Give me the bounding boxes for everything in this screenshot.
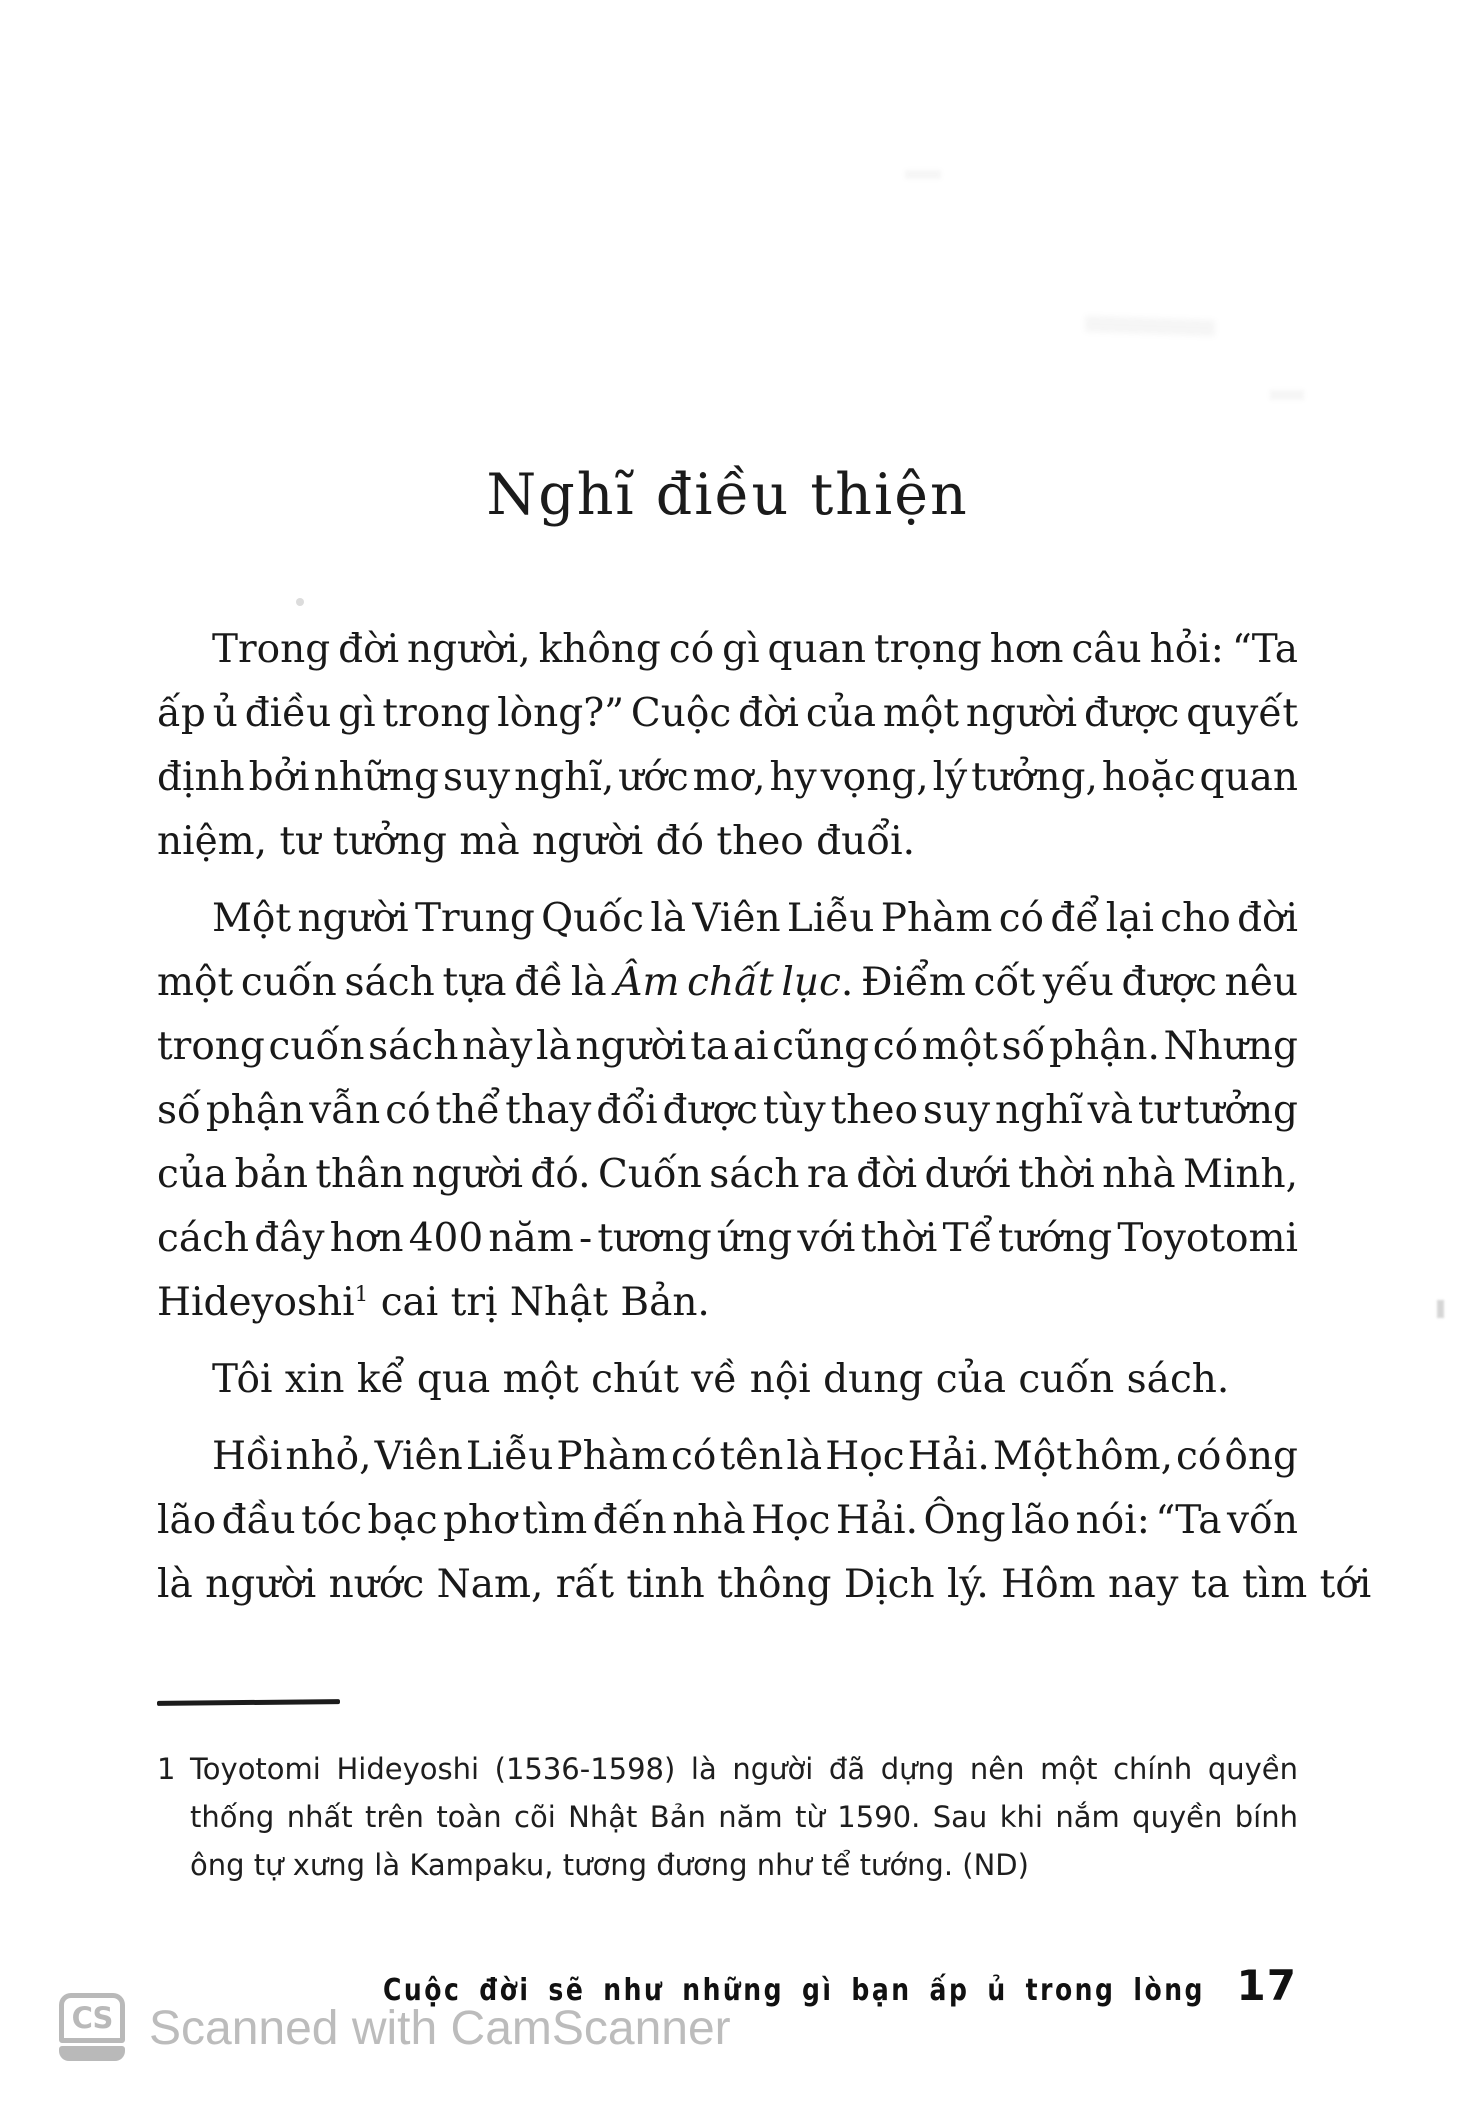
camscanner-logo-icon [59,1993,125,2061]
footnote-line [157,1793,1298,1841]
footnote-reference: 1 [354,1282,369,1307]
scan-speck [1085,316,1215,337]
text-line [157,1489,1298,1553]
footnote-line-inner [190,1793,1298,1841]
footnote-text: Toyotomi Hideyoshi (1536-1598) là người đã dựng nên một chính quyền [190,1752,1298,1786]
text-line [157,887,1298,951]
text-segment: niệm, tư tưởng mà người đó theo đuổi. [157,819,915,864]
text-segment: Âm chất lục [614,960,841,1005]
text-segment: trong cuốn sách này là người ta ai cũng có một số phận. Nhưng [157,1024,1298,1069]
text-segment: số phận vẫn có thể thay đổi được tùy theo suy nghĩ và tư tưởng [157,1088,1298,1133]
text-line [157,746,1298,810]
text-line [157,1425,1298,1489]
scan-speck [1437,1300,1444,1318]
text-line [157,951,1298,1015]
text-segment: là người nước Nam, rất tinh thông Dịch lý. Hôm nay ta tìm tới [157,1562,1372,1607]
scan-speck [296,598,304,606]
text-segment: Hồi nhỏ, Viên Liễu Phàm có tên là Học Hải. Một hôm, có ông [212,1434,1299,1479]
body-text [157,618,1372,1617]
paragraph [157,887,1298,1335]
footnote [157,1745,1298,1889]
text-line [157,1348,1298,1412]
scan-speck [1270,390,1304,400]
paragraph [157,618,1298,874]
footnote-text: ông tự xưng là Kampaku, tương đương như tể tướng. (ND) [190,1848,1029,1882]
text-segment: Trong đời người, không có gì quan trọng hơn câu hỏi: “Ta [212,627,1298,672]
text-segment: Hideyoshi [157,1280,355,1325]
text-line [157,1271,1298,1335]
text-segment: định bởi những suy nghĩ, ước mơ, hy vọng, lý tưởng, hoặc quan [157,755,1298,800]
footnote-line-inner [190,1841,1029,1889]
camscanner-logo-strip [59,2046,125,2061]
text-line [157,618,1298,682]
text-segment: cai trị Nhật Bản. [368,1280,710,1325]
paragraph [157,1425,1372,1617]
footnote-line [157,1841,1298,1889]
footnote-marker: 1 [157,1752,176,1786]
text-segment: Một người Trung Quốc là Viên Liễu Phàm có để lại cho đời [212,896,1298,941]
chapter-title: Nghĩ điều thiện [486,462,969,528]
footnote-separator [157,1699,340,1706]
camscanner-watermark [59,1993,731,2061]
watermark-label: Scanned with CamScanner [149,2002,731,2055]
paragraph [157,1348,1298,1412]
text-line [157,1207,1298,1271]
text-line [157,810,1298,874]
text-line [157,1015,1298,1079]
footnote-line [157,1745,1298,1793]
text-segment: cách đây hơn 400 năm - tương ứng với thời Tể tướng Toyotomi [157,1216,1298,1261]
text-line [157,1553,1372,1617]
text-segment: ấp ủ điều gì trong lòng?” Cuộc đời của một người được quyết [157,691,1298,736]
text-line [157,1079,1298,1143]
footnote-text: thống nhất trên toàn cõi Nhật Bản năm từ 1590. Sau khi nắm quyền bính [190,1800,1298,1834]
running-title: Cuộc đời sẽ như những gì bạn ấp ủ trong lòng [382,1973,1205,2008]
text-segment: lão đầu tóc bạc phơ tìm đến nhà Học Hải. Ông lão nói: “Ta vốn [157,1498,1298,1543]
text-line [157,1143,1298,1207]
text-segment: . Điểm cốt yếu được nêu [840,960,1298,1005]
text-segment: Tôi xin kể qua một chút về nội dung của cuốn sách. [212,1357,1230,1402]
page-number: 17 [1236,1961,1297,2010]
text-line [157,682,1298,746]
text-segment: của bản thân người đó. Cuốn sách ra đời dưới thời nhà Minh, [157,1152,1298,1197]
text-segment: một cuốn sách tựa đề là [157,960,615,1005]
scan-speck [905,170,941,179]
camscanner-logo-letters: CS [59,1993,125,2043]
footnote-line-inner [157,1745,1298,1793]
